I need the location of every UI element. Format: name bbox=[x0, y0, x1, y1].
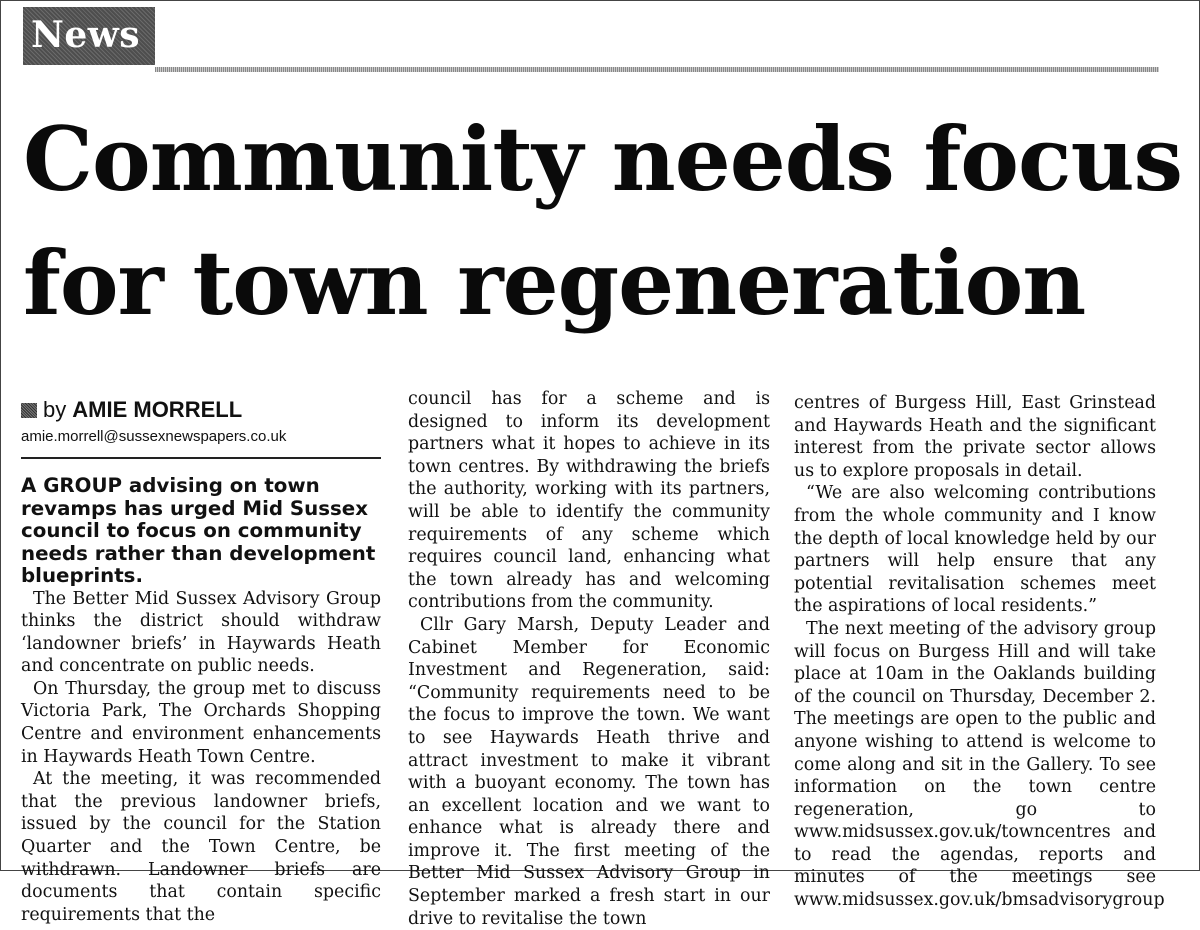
article-column-3 bbox=[794, 392, 1165, 912]
author-email: amie.morrell@sussexnewspapers.co.uk bbox=[21, 428, 287, 445]
column2-paragraph: council has for a scheme and is designed to inform its development partners what it hopes to achieve in its town centres. By withdrawing the briefs the authority, working with its partners, will be able to identify the community requirements of any scheme which requires council land, enhancing what the town already has and welcoming contributions from the community. bbox=[408, 389, 770, 613]
section-rule bbox=[155, 67, 1159, 72]
byline-divider bbox=[21, 457, 381, 459]
byline bbox=[21, 397, 381, 423]
column1-paragraph: At the meeting, it was recommended that the previous landowner briefs, issued by the council for the Station Quarter and the Town Centre, be withdrawn. Landowner briefs are documents that contain specific requirements that the bbox=[21, 769, 381, 925]
column1-paragraph: The Better Mid Sussex Advisory Group thinks the district should withdraw ‘landowner briefs’ in Haywards Heath and concentrate on public needs. bbox=[21, 588, 381, 677]
section-tag-label: News bbox=[31, 14, 141, 56]
headline: Community needs focus for town regeneration bbox=[23, 107, 1183, 335]
column3-paragraph: “We are also welcoming contributions from the whole community and I know the depth of local knowledge held by our partners will help ensure that any potential revitalisation schemes meet the aspirations of local residents.” bbox=[794, 483, 1156, 617]
column3-paragraph: The next meeting of the advisory group will focus on Burgess Hill and will take place at 10am in the Oaklands building of the council on Thursday, December 2. The meetings are open to the public and anyone wishing to attend is welcome to come along and sit in the Gallery. To see information on the town centre regeneration, go to www.midsussex.gov.uk/towncentres and to read the agendas, reports and minutes of the meetings see www.midsussex.gov.uk/bmsadvisorygroup bbox=[794, 618, 1165, 911]
byline-prefix: by bbox=[43, 397, 67, 422]
article-lead: A GROUP advising on town revamps has urged Mid Sussex council to focus on community needs rather than development blueprints. bbox=[21, 474, 376, 587]
section-tag bbox=[23, 7, 155, 65]
column2-paragraph: Cllr Gary Marsh, Deputy Leader and Cabinet Member for Economic Investment and Regeneration, said: “Community requirements need to be the focus to improve the town. We want to see Haywards Heath thrive and attract investment to make it vibrant with a buoyant economy. The town has an excellent location and we want to enhance what is already there and improve it. The first meeting of the Better Mid Sussex Advisory Group in September marked a fresh start in our drive to revitalise the town bbox=[408, 614, 770, 929]
column3-paragraph: centres of Burgess Hill, East Grinstead and Haywards Heath and the significant interest from the private sector allows us to explore proposals in detail. bbox=[794, 393, 1156, 481]
byline-author: AMIE MORRELL bbox=[72, 397, 243, 422]
byline-block bbox=[21, 397, 381, 447]
column1-paragraph: On Thursday, the group met to discuss Victoria Park, The Orchards Shopping Centre and environment enhancements in Haywards Heath Town Centre. bbox=[21, 678, 381, 767]
article-column-1 bbox=[21, 475, 381, 926]
article-column-2 bbox=[408, 388, 770, 930]
byline-bullet-icon bbox=[21, 403, 37, 418]
